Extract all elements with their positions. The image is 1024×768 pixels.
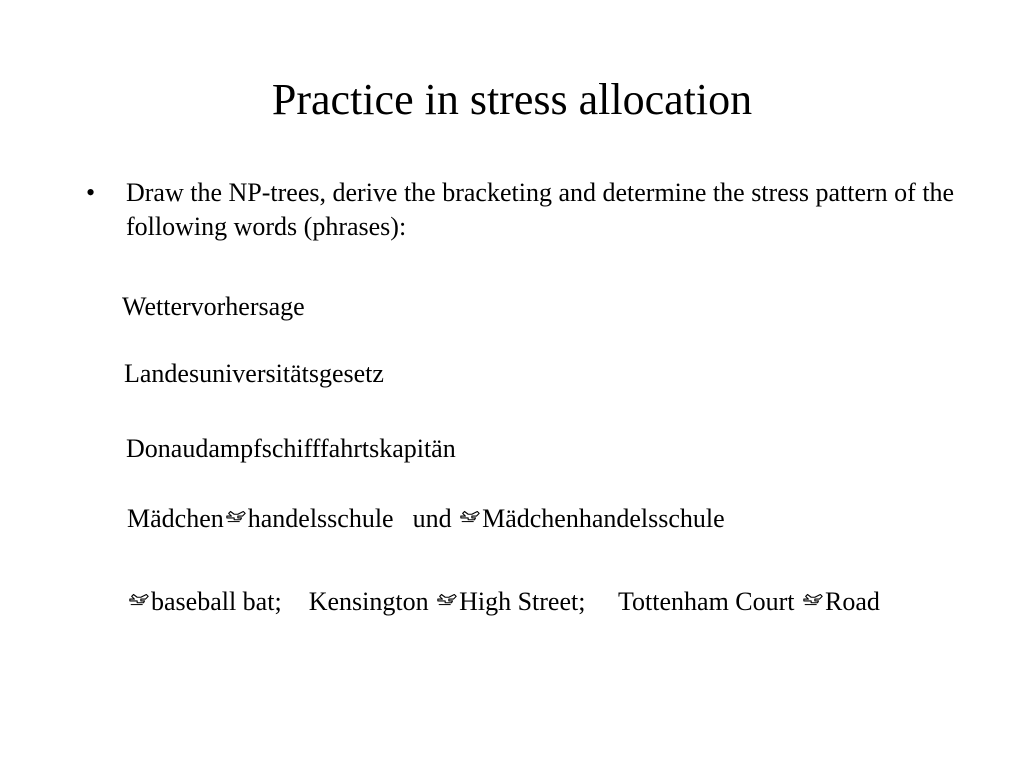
phrase-kensington: Kensington [308, 587, 429, 616]
word-donaudampfschifffahrtskapitaen: Donaudampfschifffahrtskapitän [126, 434, 456, 463]
bullet-marker: • [86, 178, 96, 207]
phrase-high-street: High Street; [459, 587, 586, 616]
pointing-hand-icon [459, 506, 481, 528]
slide-title: Practice in stress allocation [271, 75, 753, 124]
word-part-maedchen: Mädchen [127, 504, 224, 533]
conjunction-und: und [412, 504, 452, 533]
phrase-tottenham-court: Tottenham Court [617, 587, 795, 616]
phrase-row-english [127, 585, 880, 619]
bullet-item [86, 176, 966, 244]
bullet-text: Draw the NP-trees, derive the bracketing and determine the stress pattern of the following words (phrases): [126, 178, 955, 241]
phrase-road: Road [825, 587, 880, 616]
pointing-hand-icon [802, 589, 824, 611]
word-landesuniversitaetsgesetz: Landesuniversitätsgesetz [124, 359, 384, 388]
word-part-handelsschule: handelsschule [247, 504, 394, 533]
phrase-baseball-bat: baseball bat; [151, 587, 282, 616]
word-pair-maedchenhandelsschule [127, 502, 725, 536]
pointing-hand-icon [225, 506, 247, 528]
pointing-hand-icon [128, 589, 150, 611]
word-wettervorhersage: Wettervorhersage [122, 292, 305, 321]
word-maedchenhandelsschule: Mädchenhandelsschule [482, 504, 725, 533]
pointing-hand-icon [436, 589, 458, 611]
